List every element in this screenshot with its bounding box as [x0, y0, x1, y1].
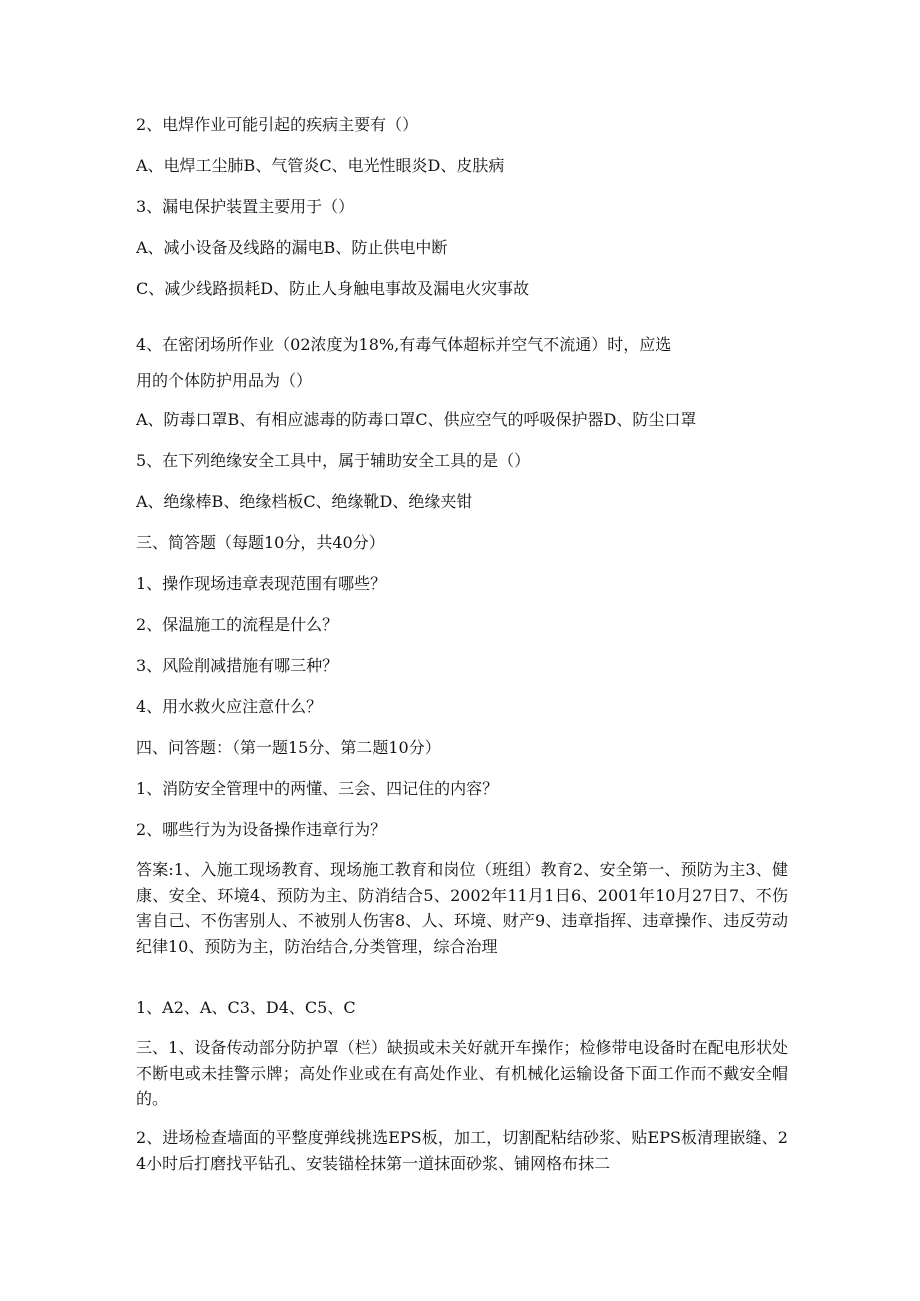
question-4-options: A、防毒口罩B、有相应滤毒的防毒口罩C、供应空气的呼吸保护器D、防尘口罩	[136, 410, 697, 429]
section-3-item-4: 4、用水救火应注意什么？	[136, 697, 323, 716]
section-4-item-1: 1、消防安全管理中的两懂、三会、四记住的内容？	[136, 779, 499, 798]
question-2-options: A、电焊工尘肺B、气管炎C、电光性眼炎D、皮肤病	[136, 156, 505, 175]
answers-short-2: 2、进场检查墙面的平整度弹线挑选EPS板，加工，切割配粘结砂浆、贴EPS板清理嵌缝、24小时后打磨找平钻孔、安装锚栓抹第一道抹面砂浆、铺网格布抹二	[136, 1128, 788, 1173]
question-3-options-line2: C、减少线路损耗D、防止人身触电事故及漏电火灾事故	[136, 279, 530, 298]
question-4-stem-line1: 4、在密闭场所作业（02浓度为18%,有毒气体超标并空气不流通）时，应选	[136, 335, 672, 354]
answers-fill-blank: 答案:1、入施工现场教育、现场施工教育和岗位（班组）教育2、安全第一、预防为主3、健康、安全、环境4、预防为主、防消结合5、2002年11月1日6、2001年10月27日7、不伤害自己、不伤害别人、不被别人伤害8、人、环境、财产9、违章指挥、违章操作、违反劳动纪律10、预防为主，防治结合,分类管理，综合治理	[136, 860, 788, 956]
answers-short-1: 三、1、设备传动部分防护罩（栏）缺损或未关好就开车操作；检修带电设备时在配电形状处不断电或未挂警示牌；高处作业或在有高处作业、有机械化运输设备下面工作而不戴安全帽的。	[136, 1038, 788, 1108]
question-2-stem: 2、电焊作业可能引起的疾病主要有（）	[136, 115, 419, 134]
question-4-stem-line2: 用的个体防护用品为（）	[136, 371, 313, 390]
section-4-item-2: 2、哪些行为为设备操作违章行为？	[136, 820, 387, 839]
section-3-item-1: 1、操作现场违章表现范围有哪些？	[136, 574, 387, 593]
section-3-item-3: 3、风险削减措施有哪三种？	[136, 656, 339, 675]
question-3-stem: 3、漏电保护装置主要用于（）	[136, 197, 355, 216]
question-3-options-line1: A、减小设备及线路的漏电B、防止供电中断	[136, 238, 448, 257]
question-5-stem: 5、在下列绝缘安全工具中，属于辅助安全工具的是（）	[136, 451, 531, 470]
section-3-heading: 三、简答题（每题10分，共40分）	[136, 533, 385, 552]
answers-choice: 1、A2、A、C3、D4、C5、C	[136, 998, 356, 1017]
question-5-options: A、绝缘棒B、绝缘档板C、绝缘靴D、绝缘夹钳	[136, 492, 473, 511]
section-3-item-2: 2、保温施工的流程是什么？	[136, 615, 339, 634]
section-4-heading: 四、问答题：（第一题15分、第二题10分）	[136, 738, 441, 757]
